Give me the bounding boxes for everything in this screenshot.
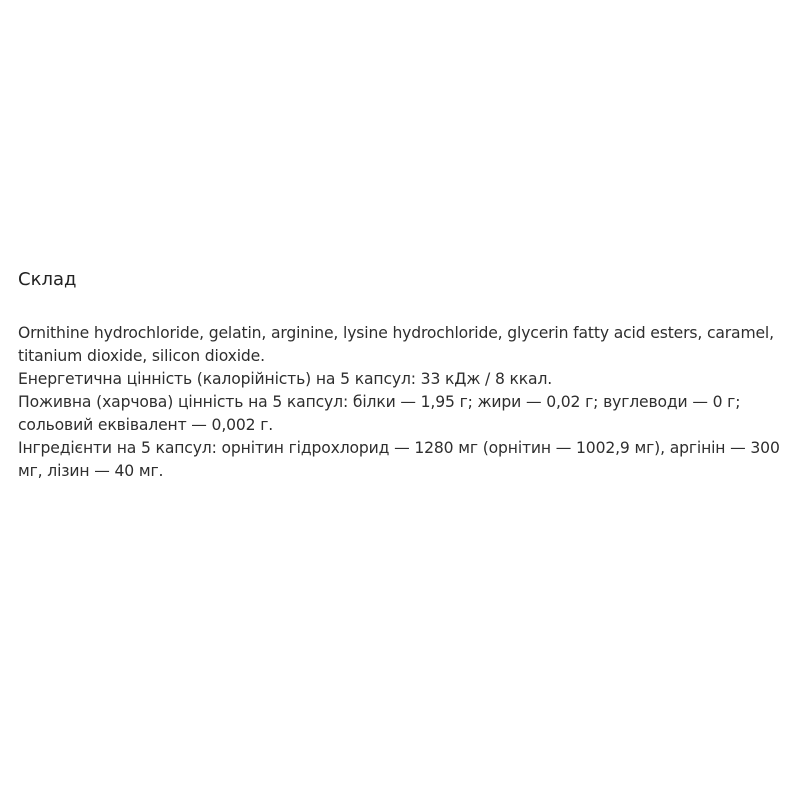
composition-text bbox=[18, 322, 790, 483]
ingredients-list: Ornithine hydrochloride, gelatin, arginine, lysine hydrochloride, glycerin fatty acid esters, caramel, titanium dioxide, silicon dioxide. bbox=[18, 324, 774, 365]
composition-section bbox=[18, 266, 790, 483]
nutritional-value: Поживна (харчова) цінність на 5 капсул: білки — 1,95 г; жири — 0,02 г; вуглеводи — 0 г; сольовий еквівалент — 0,002 г. bbox=[18, 393, 741, 434]
section-title: Склад bbox=[18, 269, 77, 290]
energy-value: Енергетична цінність (калорійність) на 5 капсул: 33 кДж / 8 ккал. bbox=[18, 370, 553, 388]
ingredients-per-serving: Інгредієнти на 5 капсул: орнітин гідрохлорид — 1280 мг (орнітин — 1002,9 мг), аргінін — 300 мг, лізин — 40 мг. bbox=[18, 439, 780, 480]
